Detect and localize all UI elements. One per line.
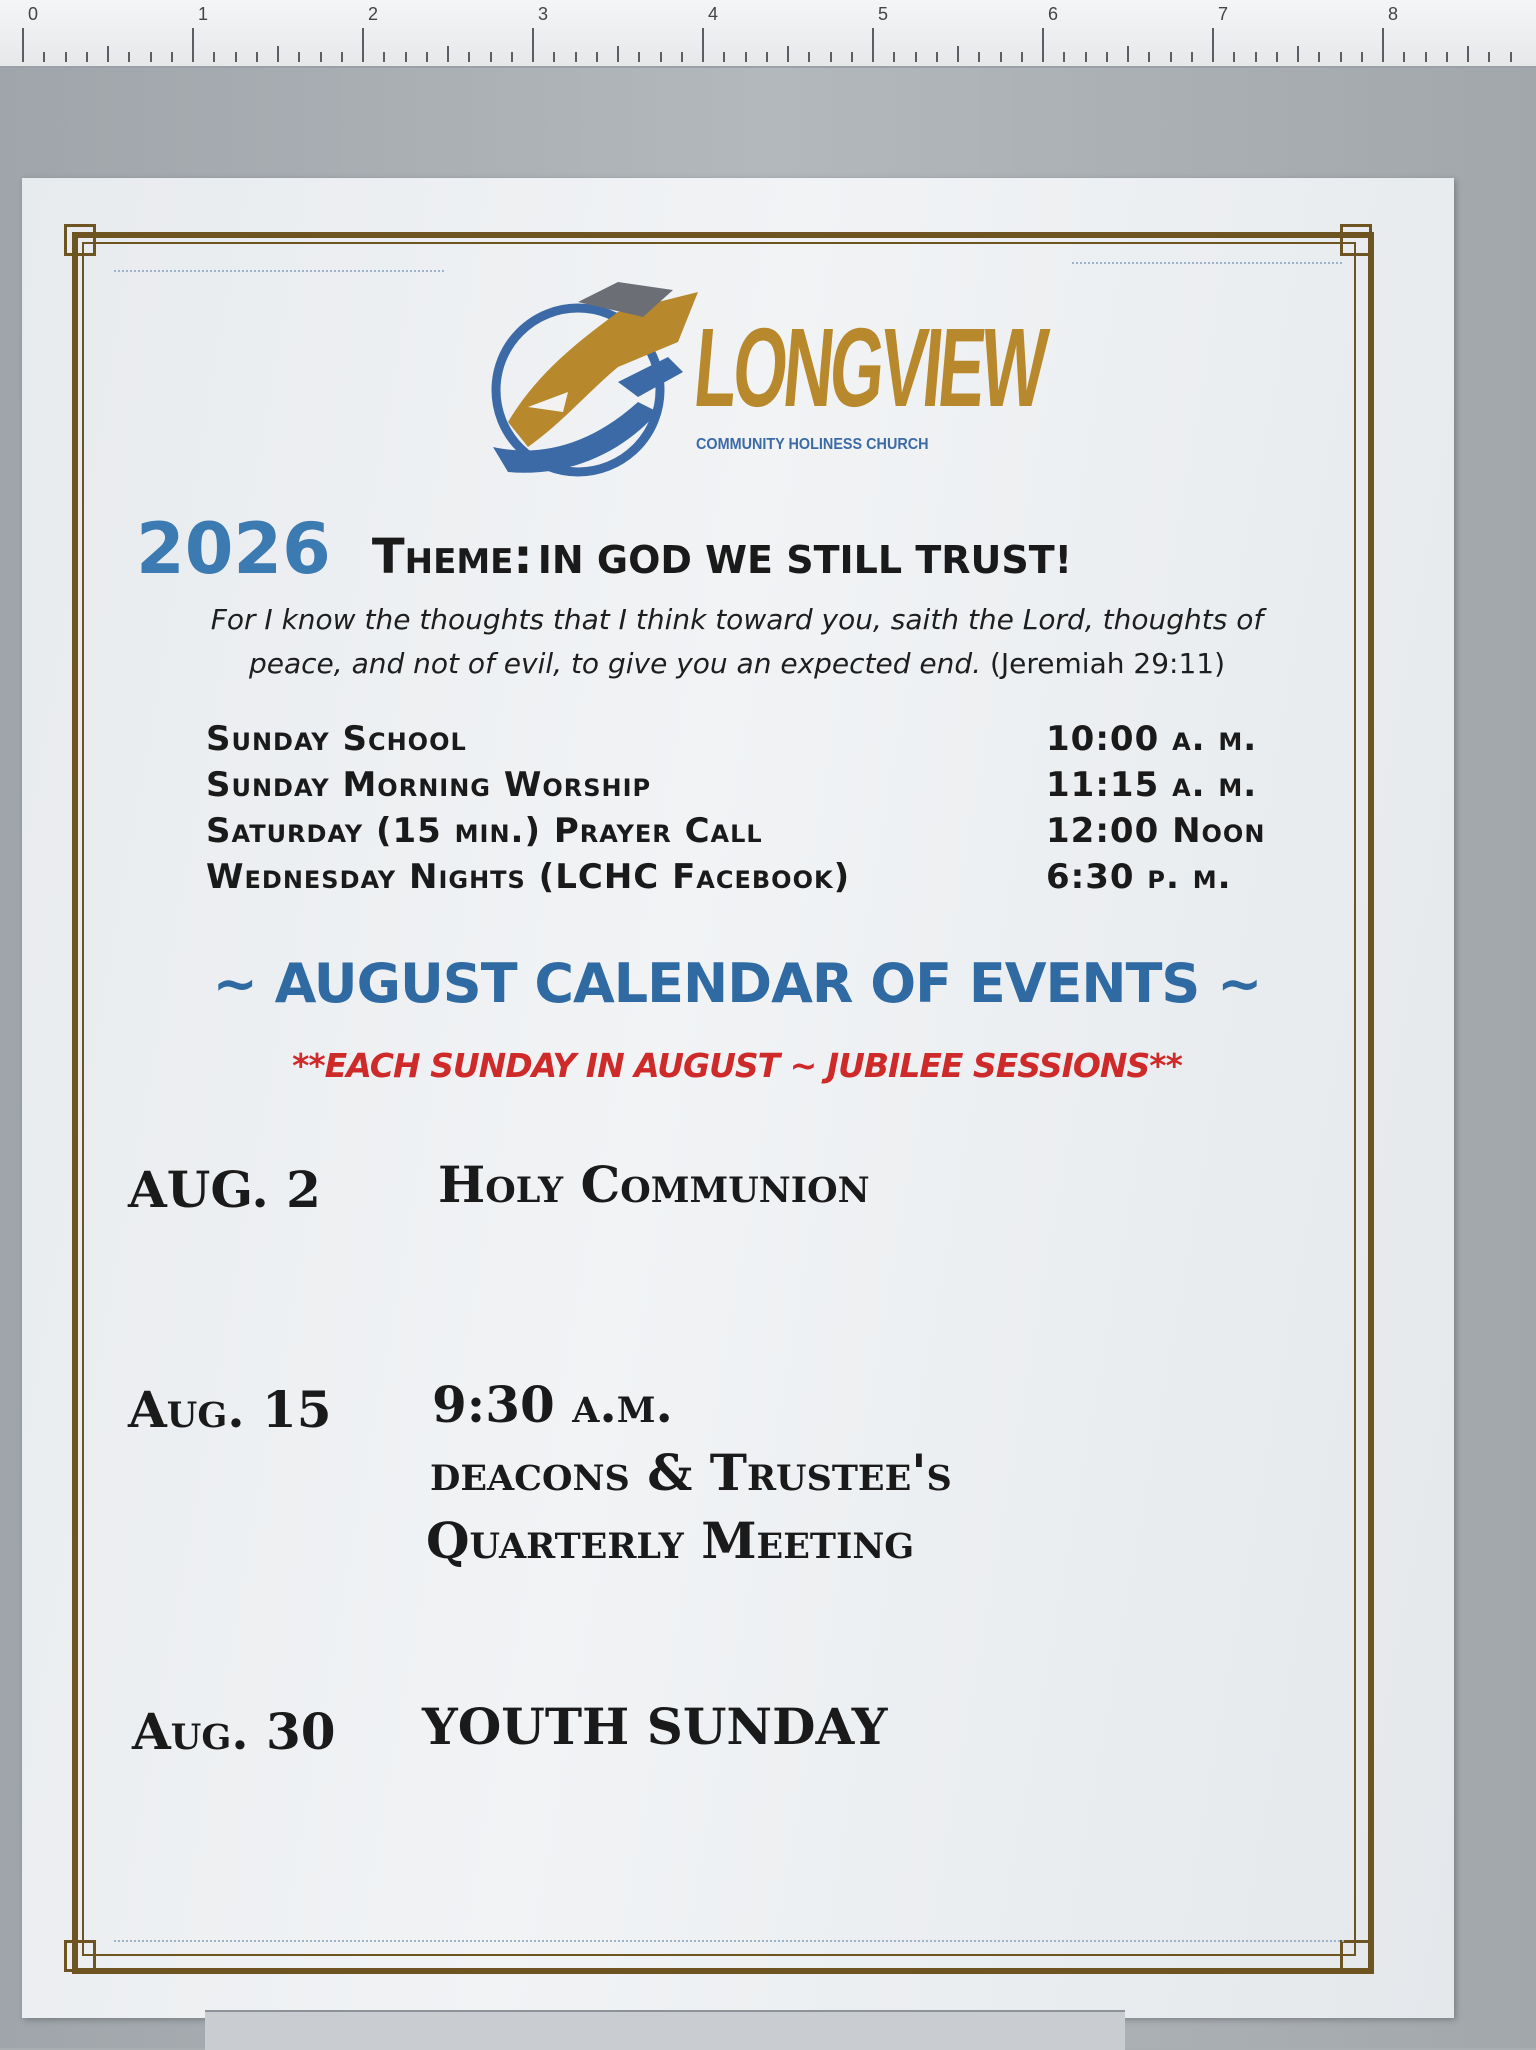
ruler-tick xyxy=(893,52,895,62)
church-logo xyxy=(468,272,1048,492)
ruler-tick xyxy=(426,52,428,62)
ruler-tick xyxy=(171,52,173,62)
border-corner-bottom-left xyxy=(64,1940,96,1972)
ruler-tick xyxy=(1318,52,1320,62)
ruler-tick xyxy=(1382,28,1384,62)
ruler-tick xyxy=(957,46,959,62)
ruler-number: 5 xyxy=(878,4,889,24)
ruler-tick xyxy=(851,52,853,62)
ruler-tick xyxy=(872,28,874,62)
ruler-tick xyxy=(596,52,598,62)
ruler-tick xyxy=(128,52,130,62)
service-schedule xyxy=(206,716,1316,900)
scripture-line-2 xyxy=(122,642,1352,686)
ruler-tick xyxy=(1488,52,1490,62)
theme-heading xyxy=(136,508,1336,590)
ruler-tick xyxy=(1000,52,1002,62)
ruler-tick xyxy=(1255,52,1257,62)
ruler-tick xyxy=(1063,52,1065,62)
ruler-number: 1 xyxy=(198,4,209,24)
calendar-title: ~ AUGUST CALENDAR OF EVENTS ~ xyxy=(212,952,1262,1015)
ruler-tick xyxy=(1127,46,1129,62)
theme-text: IN GOD WE STILL TRUST! xyxy=(537,538,1072,582)
ruler-tick xyxy=(1403,52,1405,62)
event-title: 9:30 a.m. xyxy=(432,1375,673,1434)
ruler-tick xyxy=(298,52,300,62)
header-guide-line-right xyxy=(1072,262,1342,264)
ruler-number: 4 xyxy=(708,4,719,24)
ruler-tick xyxy=(681,52,683,62)
ruler-tick xyxy=(575,52,577,62)
ruler-tick xyxy=(1191,52,1193,62)
ruler-tick xyxy=(723,52,725,62)
event-date: AUG. 2 xyxy=(128,1160,321,1219)
ruler-number: 8 xyxy=(1388,4,1399,24)
ruler-tick xyxy=(787,46,789,62)
ruler-number: 3 xyxy=(538,4,549,24)
event-date: Aug. 15 xyxy=(128,1380,332,1439)
ruler-number: 6 xyxy=(1048,4,1059,24)
ruler-tick xyxy=(745,52,747,62)
schedule-time: 10:00 a. m. xyxy=(1046,719,1258,759)
border-corner-top-left xyxy=(64,224,96,256)
ruler-tick xyxy=(447,46,449,62)
ruler-tick xyxy=(638,52,640,62)
ruler-tick xyxy=(86,52,88,62)
calendar-subtitle: **EACH SUNDAY IN AUGUST ~ JUBILEE SESSIONS** xyxy=(292,1046,1182,1085)
schedule-row xyxy=(206,716,1316,762)
ruler-tick xyxy=(532,28,534,62)
status-bar-tab[interactable] xyxy=(205,2010,1125,2050)
event-title: YOUTH SUNDAY xyxy=(422,1697,888,1756)
ruler-tick xyxy=(22,28,24,62)
theme-year: 2026 xyxy=(136,508,331,590)
theme-label: Theme: xyxy=(371,529,533,585)
border-corner-top-right xyxy=(1340,224,1372,256)
schedule-label: Sunday Morning Worship xyxy=(206,765,652,805)
ruler-tick xyxy=(617,46,619,62)
footer-guide-line xyxy=(114,1940,1344,1942)
ruler-tick xyxy=(1085,52,1087,62)
ruler-tick xyxy=(1467,46,1469,62)
schedule-time: 11:15 a. m. xyxy=(1046,765,1258,805)
scripture-line-2-text: peace, and not of evil, to give you an expected end. xyxy=(248,647,982,680)
ruler-tick xyxy=(1106,52,1108,62)
ruler-tick xyxy=(1340,52,1342,62)
schedule-row xyxy=(206,762,1316,808)
ruler-tick xyxy=(256,52,258,62)
ruler-tick xyxy=(490,52,492,62)
scripture-line-1: For I know the thoughts that I think toward you, saith the Lord, thoughts of xyxy=(210,603,1264,636)
ruler-tick xyxy=(235,52,237,62)
event-title: Holy Communion xyxy=(438,1155,870,1214)
ruler-tick xyxy=(341,52,343,62)
ruler-tick xyxy=(213,52,215,62)
ruler-tick xyxy=(1021,52,1023,62)
scripture-reference: (Jeremiah 29:11) xyxy=(989,647,1225,680)
ruler-tick xyxy=(511,52,513,62)
ruler-tick xyxy=(1510,52,1512,62)
ruler-number: 0 xyxy=(28,4,39,24)
ruler-tick xyxy=(766,52,768,62)
ruler-tick xyxy=(1276,52,1278,62)
ruler-tick xyxy=(1361,52,1363,62)
ruler-tick xyxy=(320,52,322,62)
schedule-time: 6:30 p. m. xyxy=(1046,857,1232,897)
ruler-tick xyxy=(65,52,67,62)
ruler-tick xyxy=(978,52,980,62)
ruler-tick xyxy=(915,52,917,62)
ruler-tick xyxy=(830,52,832,62)
ruler-tick xyxy=(1297,46,1299,62)
horizontal-ruler[interactable] xyxy=(0,0,1536,68)
ruler-tick xyxy=(1042,28,1044,62)
ruler-tick xyxy=(468,52,470,62)
ruler-tick xyxy=(1148,52,1150,62)
ruler-tick xyxy=(1233,52,1235,62)
ruler-tick xyxy=(1446,52,1448,62)
header-guide-line-left xyxy=(114,270,444,272)
ruler-number: 7 xyxy=(1218,4,1229,24)
event-title: Quarterly Meeting xyxy=(426,1511,915,1570)
ruler-tick xyxy=(660,52,662,62)
schedule-row xyxy=(206,854,1316,900)
border-corner-bottom-right xyxy=(1340,1940,1372,1972)
ruler-tick xyxy=(1425,52,1427,62)
logo-subtitle: COMMUNITY HOLINESS CHURCH xyxy=(696,436,929,453)
schedule-label: Saturday (15 min.) Prayer Call xyxy=(206,811,763,851)
event-date: Aug. 30 xyxy=(132,1702,336,1761)
schedule-time: 12:00 Noon xyxy=(1046,811,1266,851)
ruler-tick xyxy=(107,46,109,62)
ruler-tick xyxy=(150,52,152,62)
ruler-tick xyxy=(383,52,385,62)
event-title: deacons & Trustee's xyxy=(430,1443,952,1502)
scripture-verse xyxy=(122,598,1352,686)
document-workspace xyxy=(0,68,1536,2048)
document-page[interactable] xyxy=(22,178,1454,2018)
ruler-tick xyxy=(277,46,279,62)
church-emblem-icon xyxy=(468,272,708,492)
ruler-tick xyxy=(362,28,364,62)
schedule-label: Wednesday Nights (LCHC Facebook) xyxy=(206,857,851,897)
schedule-row xyxy=(206,808,1316,854)
ruler-tick xyxy=(808,52,810,62)
ruler-number: 2 xyxy=(368,4,379,24)
ruler-tick xyxy=(1170,52,1172,62)
ruler-tick xyxy=(1212,28,1214,62)
ruler-tick xyxy=(936,52,938,62)
ruler-tick xyxy=(405,52,407,62)
ruler-tick xyxy=(702,28,704,62)
ruler-tick xyxy=(553,52,555,62)
ruler-tick xyxy=(192,28,194,62)
schedule-label: Sunday School xyxy=(206,719,467,759)
ruler-tick xyxy=(43,52,45,62)
logo-wordmark: LONGVIEW xyxy=(689,305,1049,430)
